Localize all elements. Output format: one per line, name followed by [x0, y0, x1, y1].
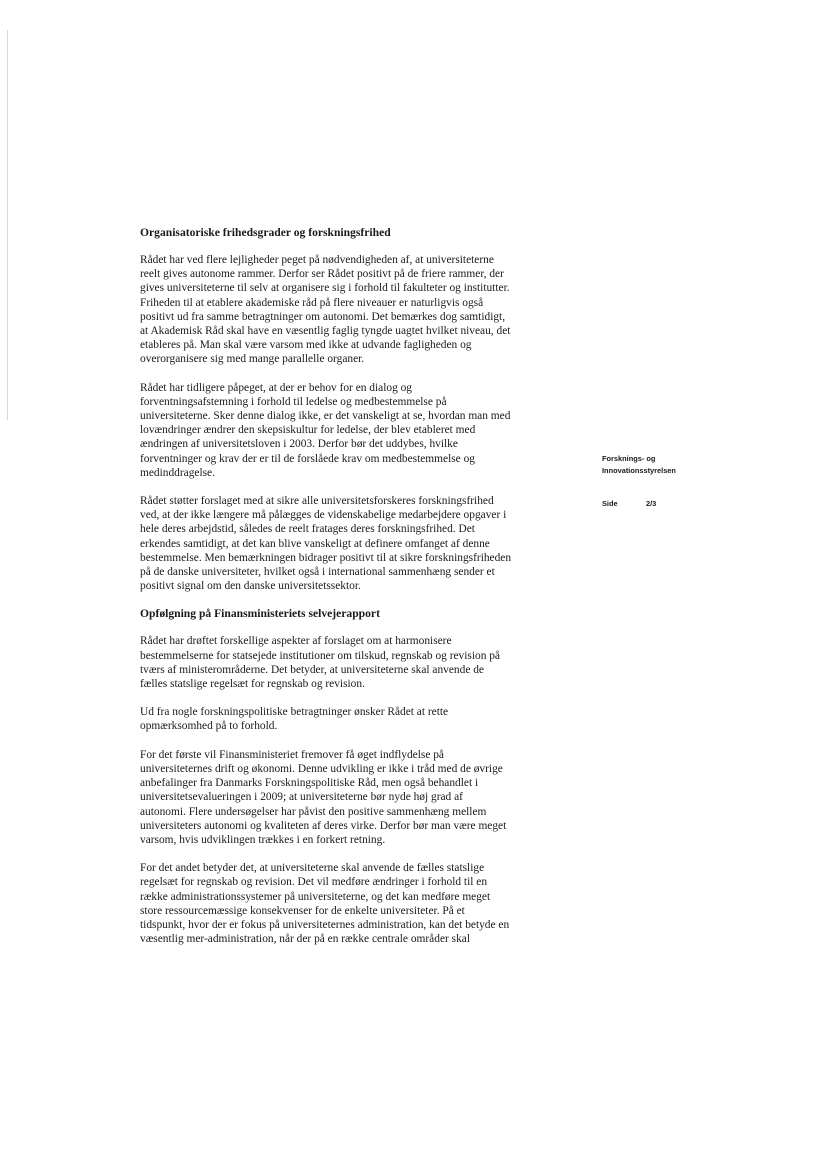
paragraph-line: erkendes samtidigt, at det kan blive vanskeligt at definere omfanget af denne	[140, 537, 490, 550]
paragraph-line: bestemmelse. Men bemærkningen bidrager positivt til at sikre forskningsfriheden	[140, 551, 512, 564]
paragraph	[140, 748, 580, 847]
paragraph-line: Rådet har drøftet forskellige aspekter af forslaget om at harmonisere	[140, 635, 452, 648]
section-heading-organisational-freedom: Organisatoriske frihedsgrader og forskningsfrihed	[140, 226, 391, 239]
section-heading-finance-followup: Opfølgning på Finansministeriets selvejerapport	[140, 607, 380, 621]
paragraph-line: Ud fra nogle forskningspolitiske betragtninger ønsker Rådet at rette	[140, 706, 449, 719]
paragraph-line: bestemmelserne for statsejede institutioner om tilskud, regnskab og revision på	[140, 649, 500, 662]
paragraph-line: store ressourcemæssige konsekvenser for de enkelte universiteter. På et	[140, 904, 465, 917]
paragraph-line: tidspunkt, hvor der er fokus på universiteternes administration, kan det betyde en	[140, 918, 510, 931]
scan-edge-line	[7, 30, 8, 420]
paragraph-line: positivt signal om den danske universitetssektor.	[140, 580, 361, 593]
paragraph-line: universitetsevalueringen i 2009; at universiteterne bør nyde høj grad af	[140, 791, 463, 804]
paragraph-line: universiteterne. Sker denne dialog ikke, er det vanskeligt at se, hvordan man med	[140, 410, 511, 423]
paragraph-line: Rådet støtter forslaget med at sikre alle universitetsforskeres forskningsfrihed	[140, 495, 494, 508]
paragraph	[140, 494, 580, 593]
paragraph-line: regelsæt for regnskab og revision. Det vil medføre ændringer i forhold til en	[140, 876, 488, 889]
paragraph-line: hele deres arbejdstid, således de reelt fratages deres forskningsfrihed. Det	[140, 523, 475, 536]
paragraph-line: forventningsafstemning i forhold til ledelse og medbestemmelse på	[140, 395, 447, 408]
paragraph	[140, 253, 580, 367]
paragraph-line: For det første vil Finansministeriet fremover få øget indflydelse på	[140, 748, 444, 761]
paragraph-line: medinddragelse.	[140, 466, 215, 479]
paragraph-line: gives universiteterne til selv at organisere sig i forhold til fakulteter og institutter.	[140, 282, 510, 295]
paragraph-line: ændringen af universitetsloven i 2003. Derfor bør det uddybes, hvilke	[140, 438, 458, 451]
page-label: Side	[602, 499, 618, 508]
paragraph-line: varsom, hvis udviklingen trækkes i en forkert retning.	[140, 833, 386, 846]
paragraph-line: For det andet betyder det, at universiteterne skal anvende de fælles statslige	[140, 862, 485, 875]
section-1-paragraphs	[140, 253, 580, 593]
organisation-line-1: Forsknings- og	[602, 454, 656, 463]
paragraph-line: Friheden til at etablere akademiske råd på flere niveauer er naturligvis også	[140, 296, 484, 309]
section-2-paragraphs	[140, 634, 580, 946]
paragraph-line: Rådet har ved flere lejligheder peget på nødvendigheden af, at universiteterne	[140, 254, 494, 266]
paragraph-line: universiteternes drift og økonomi. Denne udvikling er ikke i tråd med de øvrige	[140, 762, 503, 775]
paragraph	[140, 634, 580, 691]
paragraph	[140, 705, 580, 733]
paragraph-line: universiteters autonomi og kvaliteten af deres virke. Derfor bør man være meget	[140, 819, 507, 832]
paragraph-line: anbefalinger fra Danmarks Forskningspolitiske Råd, men også behandlet i	[140, 777, 479, 790]
organisation-line-2: Innovationsstyrelsen	[602, 466, 676, 475]
paragraph-line: positivt ud fra samme betragtninger om autonomi. Det bemærkes dog samtidigt,	[140, 310, 506, 323]
paragraph	[140, 861, 580, 946]
paragraph-line: væsentlig mer-administration, når der på en række centrale områder skal	[140, 933, 470, 946]
paragraph-line: etableres på. Man skal være varsom med ikke at udvande fagligheden og	[140, 339, 472, 352]
paragraph-line: reelt gives autonome rammer. Derfor ser Rådet positivt på de friere rammer, der	[140, 268, 504, 281]
paragraph-line: opmærksomhed på to forhold.	[140, 720, 278, 733]
paragraph-line: at Akademisk Råd skal have en væsentlig faglig tyngde uagtet hvilket niveau, det	[140, 325, 511, 338]
paragraph-line: fælles statslige regelsæt for regnskab og revision.	[140, 678, 365, 691]
paragraph	[140, 381, 580, 480]
paragraph-line: række administrationssystemer på universiteterne, og det kan medføre meget	[140, 890, 491, 903]
page-number: 2/3	[646, 499, 657, 508]
paragraph-line: forventninger og krav der er til de forslåede krav om medbestemmelse og	[140, 452, 475, 465]
paragraph-line: ved, at der ikke længere må pålægges de videnskabelige medarbejdere opgaver i	[140, 509, 507, 522]
paragraph-line: tværs af ministerområderne. Det betyder, at universiteterne skal anvende de	[140, 663, 484, 676]
body-content	[140, 226, 580, 960]
paragraph-line: på de danske universiteter, hvilket også i international sammenhæng sender et	[140, 566, 495, 579]
paragraph-line: overorganisere sig med mange parallelle organer.	[140, 353, 365, 366]
paragraph-line: autonomi. Flere undersøgelser har påvist den positive sammenhæng mellem	[140, 805, 487, 818]
page-indicator	[602, 498, 656, 510]
paragraph-line: lovændringer ændrer den skepsiskultur for ledelse, der blev etableret med	[140, 424, 476, 437]
paragraph-line: Rådet har tidligere påpeget, at der er behov for en dialog og	[140, 381, 413, 394]
organisation-name	[602, 453, 676, 477]
